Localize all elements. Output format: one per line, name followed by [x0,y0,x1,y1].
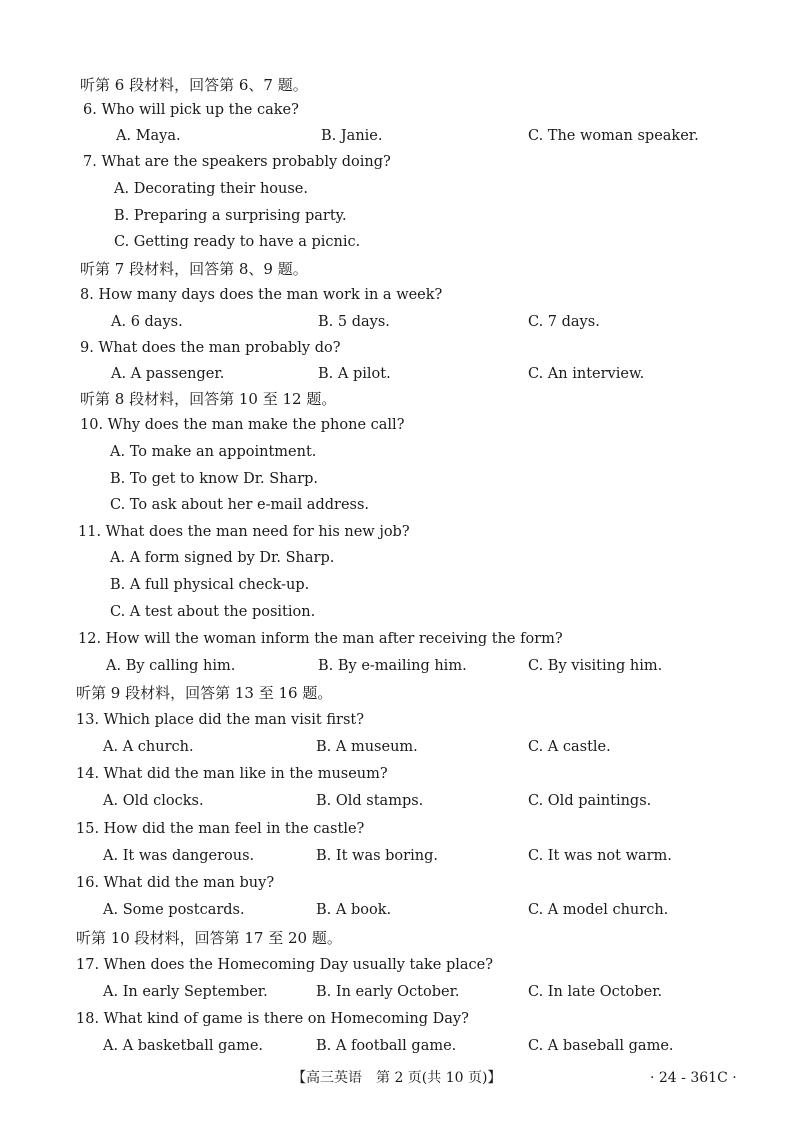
option-line [0,439,794,465]
option-a: A. A basketball game. [103,1038,264,1054]
option-c: C. 7 days. [528,314,600,330]
option-a: A. To make an appointment. [110,444,317,460]
option-c: C. A model church. [528,902,669,918]
option-c: C. An interview. [528,366,645,382]
question-text: 7. What are the speakers probably doing? [83,154,391,170]
option-c: C. To ask about her e-mail address. [110,497,370,513]
option-line [0,545,794,571]
options-8 [0,309,794,335]
question-text: 8. How many days does the man work in a week? [80,287,443,303]
question-12 [0,626,794,652]
question-7 [0,149,794,175]
option-line [0,466,794,492]
question-text: 12. How will the woman inform the man after receiving the form? [78,631,563,647]
options-6 [0,123,794,149]
section-heading [0,925,794,951]
question-8 [0,282,794,308]
option-a: A. 6 days. [111,314,183,330]
option-c: C. The woman speaker. [528,128,699,144]
question-text: 13. Which place did the man visit first? [76,712,364,728]
section-text: 听第 6 段材料，回答第 6、7 题。 [80,76,308,94]
section-heading [0,72,794,98]
question-9 [0,335,794,361]
options-9 [0,361,794,387]
option-a: A. A form signed by Dr. Sharp. [110,550,335,566]
option-b: B. A football game. [316,1038,457,1054]
option-b: B. A pilot. [318,366,391,382]
footer-page-info: 【高三英语 第 2 页(共 10 页)】 [292,1070,502,1086]
options-16 [0,897,794,923]
option-a: A. Old clocks. [103,793,204,809]
option-line [0,599,794,625]
question-6 [0,97,794,123]
section-text: 听第 9 段材料，回答第 13 至 16 题。 [76,684,333,702]
option-b: B. It was boring. [316,848,438,864]
question-13 [0,707,794,733]
option-a: A. Decorating their house. [114,181,308,197]
question-16 [0,870,794,896]
option-b: B. 5 days. [318,314,390,330]
option-a: A. Maya. [116,128,181,144]
option-line [0,229,794,255]
option-c: C. By visiting him. [528,658,663,674]
option-a: A. By calling him. [106,658,236,674]
options-15 [0,843,794,869]
footer-code: · 24 - 361C · [650,1070,737,1086]
option-c: C. A test about the position. [110,604,316,620]
options-14 [0,788,794,814]
question-text: 10. Why does the man make the phone call? [80,417,405,433]
option-c: C. Old paintings. [528,793,652,809]
option-b: B. Janie. [321,128,383,144]
option-b: B. A book. [316,902,392,918]
options-17 [0,979,794,1005]
question-text: 17. When does the Homecoming Day usually take place? [76,957,494,973]
question-18 [0,1006,794,1032]
option-c: C. It was not warm. [528,848,672,864]
option-b: B. A museum. [316,739,418,755]
section-heading [0,256,794,282]
option-line [0,572,794,598]
question-14 [0,761,794,787]
section-text: 听第 7 段材料，回答第 8、9 题。 [80,260,308,278]
question-text: 16. What did the man buy? [76,875,275,891]
section-text: 听第 8 段材料，回答第 10 至 12 题。 [80,390,337,408]
option-c: C. In late October. [528,984,663,1000]
option-b: B. A full physical check-up. [110,577,310,593]
option-a: A. It was dangerous. [103,848,255,864]
question-text: 14. What did the man like in the museum? [76,766,388,782]
option-c: C. Getting ready to have a picnic. [114,234,361,250]
option-c: C. A baseball game. [528,1038,674,1054]
option-line [0,176,794,202]
options-12 [0,653,794,679]
option-b: B. In early October. [316,984,460,1000]
page-footer [0,1066,794,1090]
question-text: 11. What does the man need for his new job? [78,524,410,540]
question-10 [0,412,794,438]
option-b: B. Old stamps. [316,793,424,809]
question-text: 9. What does the man probably do? [80,340,341,356]
question-text: 18. What kind of game is there on Homecoming Day? [76,1011,469,1027]
option-b: B. Preparing a surprising party. [114,208,347,224]
option-a: A. A church. [103,739,194,755]
option-line [0,203,794,229]
question-text: 15. How did the man feel in the castle? [76,821,365,837]
option-a: A. Some postcards. [103,902,245,918]
question-15 [0,816,794,842]
option-b: B. To get to know Dr. Sharp. [110,471,319,487]
option-line [0,492,794,518]
option-a: A. In early September. [103,984,268,1000]
option-b: B. By e-mailing him. [318,658,467,674]
option-a: A. A passenger. [111,366,225,382]
section-heading [0,680,794,706]
question-17 [0,952,794,978]
question-11 [0,519,794,545]
section-text: 听第 10 段材料，回答第 17 至 20 题。 [76,929,342,947]
section-heading [0,386,794,412]
question-text: 6. Who will pick up the cake? [83,102,299,118]
option-c: C. A castle. [528,739,611,755]
options-18 [0,1033,794,1059]
options-13 [0,734,794,760]
